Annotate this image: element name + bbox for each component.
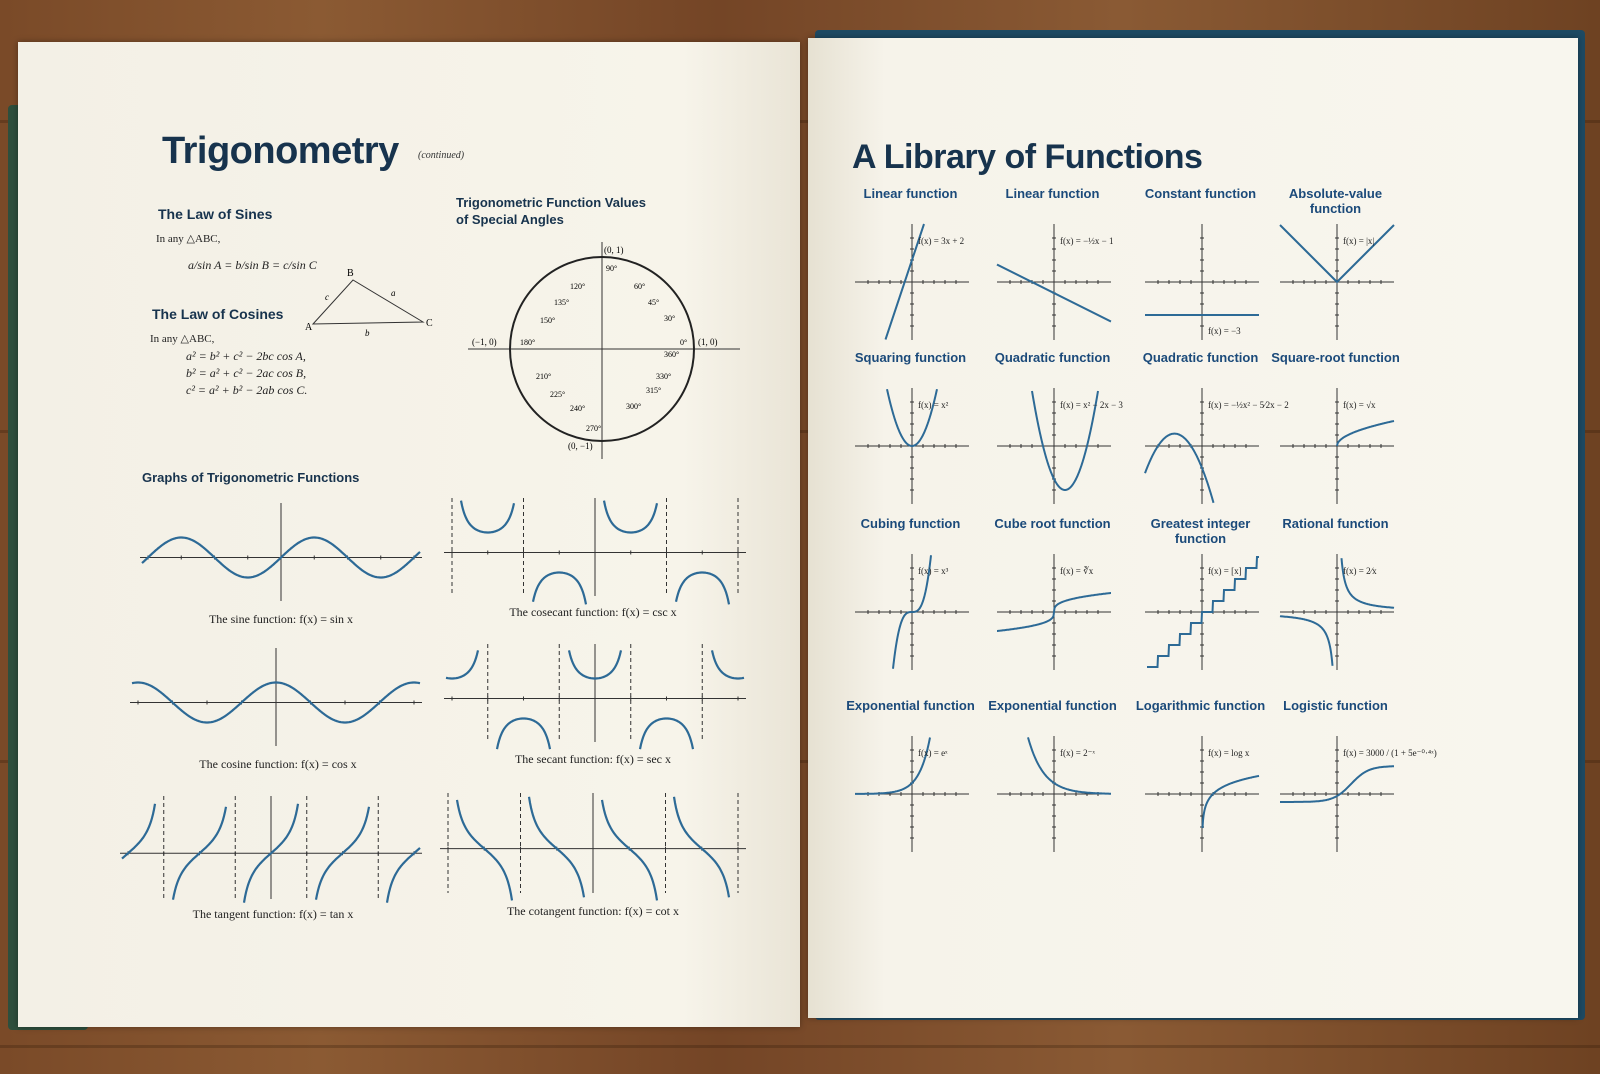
continued-note: (continued) [418, 150, 465, 161]
function-label: f(x) = 3x + 2 [918, 236, 965, 246]
side-a-label: a [391, 288, 396, 298]
cotangent-caption: The cotangent function: f(x) = cot x [506, 904, 680, 918]
tangent-caption: The tangent function: f(x) = tan x [192, 907, 354, 921]
function-graph [1143, 552, 1261, 672]
function-title: Linear function [863, 186, 958, 201]
function-graph [995, 386, 1123, 506]
function-graph [853, 222, 971, 342]
function-title: Cubing function [860, 516, 961, 531]
function-graph [995, 734, 1113, 854]
function-label: f(x) = |x| [1343, 236, 1375, 246]
vertex-a-label: A [305, 322, 313, 333]
law-of-cosines-formulas [186, 348, 307, 399]
cosecant-caption: The cosecant function: f(x) = csc x [509, 605, 677, 619]
deg-225: 225° [550, 390, 566, 399]
function-graph [1278, 386, 1396, 506]
function-title: Linear function [1005, 186, 1100, 201]
function-title: Absolute-value function [1288, 186, 1383, 216]
unit-circle-heading-line: Trigonometric Function Values [456, 195, 646, 210]
deg-60: 60° [634, 282, 646, 291]
function-title: Square-root function [1271, 350, 1400, 365]
function-label: f(x) = [x] [1208, 566, 1242, 576]
function-label: f(x) = x² [918, 400, 949, 410]
vertex-b-label: B [347, 268, 354, 279]
function-graph [1278, 222, 1396, 342]
function-curve [1337, 421, 1394, 446]
deg-120: 120° [570, 282, 586, 291]
function-graph [853, 734, 971, 854]
function-label: f(x) = 3000 / (1 + 5e⁻⁰·⁴ˣ) [1343, 748, 1437, 758]
cosine-graph [126, 642, 426, 752]
law-of-sines-intro: In any △ABC, [156, 233, 221, 245]
right-page [808, 38, 1578, 1018]
deg-240: 240° [570, 404, 586, 413]
function-graph [1143, 734, 1261, 854]
secant-caption: The secant function: f(x) = sec x [514, 752, 672, 766]
function-label: f(x) = −3 [1208, 326, 1241, 336]
cosine-caption: The cosine function: f(x) = cos x [199, 757, 357, 771]
page-title: Trigonometry [162, 130, 399, 172]
deg-360: 360° [664, 350, 680, 359]
function-graph [995, 552, 1113, 672]
triangle-diagram [303, 262, 443, 337]
function-graph [1143, 386, 1289, 506]
unit-circle-heading-line: of Special Angles [456, 212, 564, 227]
function-label: f(x) = −½x − 1 [1060, 236, 1114, 246]
point-bottom: (0, −1) [568, 441, 593, 451]
wood-grain [0, 1045, 1600, 1048]
cosine-law-line: b² = a² + c² − 2ac cos B, [186, 366, 307, 380]
law-of-sines-formula: a/sin A = b/sin B = c/sin C [188, 258, 317, 272]
function-title: Squaring function [854, 350, 967, 365]
function-title: Cube root function [994, 516, 1111, 531]
function-graph [1278, 734, 1437, 854]
deg-45: 45° [648, 298, 660, 307]
function-label: f(x) = log x [1208, 748, 1250, 758]
left-page [18, 42, 800, 1027]
unit-circle-diagram [458, 237, 748, 462]
function-title: Logarithmic function [1135, 698, 1266, 713]
function-label: f(x) = x² − 2x − 3 [1060, 400, 1123, 410]
deg-90: 90° [606, 264, 618, 273]
deg-135: 135° [554, 298, 570, 307]
function-graph [995, 222, 1113, 342]
point-right: (1, 0) [698, 337, 718, 347]
deg-180: 180° [520, 338, 536, 347]
side-c-label: c [325, 292, 329, 302]
function-title: Constant function [1144, 186, 1257, 201]
function-label: f(x) = eˣ [918, 748, 948, 758]
function-title: Quadratic function [994, 350, 1111, 365]
deg-330: 330° [656, 372, 672, 381]
function-title: Exponential function [988, 698, 1117, 713]
function-title: Rational function [1282, 516, 1389, 531]
point-top: (0, 1) [604, 245, 624, 255]
function-label: f(x) = √x [1343, 400, 1376, 410]
function-title: Quadratic function [1142, 350, 1259, 365]
library-title: A Library of Functions [852, 138, 1203, 176]
function-title: Greatest integer function [1150, 516, 1251, 546]
sine-caption: The sine function: f(x) = sin x [208, 612, 354, 626]
graphs-heading: Graphs of Trigonometric Functions [142, 470, 360, 485]
deg-300: 300° [626, 402, 642, 411]
function-title: Logistic function [1283, 698, 1388, 713]
deg-270: 270° [586, 424, 602, 433]
secant-graph [440, 638, 750, 748]
side-b-label: b [365, 328, 370, 338]
function-graph [1143, 222, 1261, 342]
function-label: f(x) = 2⁻ˣ [1060, 748, 1095, 758]
function-graph [853, 552, 971, 672]
function-title: Exponential function [846, 698, 975, 713]
deg-150: 150° [540, 316, 556, 325]
cosine-law-line: c² = a² + b² − 2ab cos C. [186, 383, 308, 397]
unit-circle-heading [456, 194, 646, 228]
function-graph [1278, 552, 1396, 672]
law-of-cosines-heading: The Law of Cosines [152, 306, 284, 322]
sine-graph [136, 497, 426, 607]
function-curve [1203, 776, 1260, 828]
point-left: (−1, 0) [472, 337, 497, 347]
function-curve [855, 738, 930, 794]
function-label: f(x) = ∛x [1060, 566, 1094, 576]
law-of-cosines-intro: In any △ABC, [150, 333, 215, 345]
tangent-graph [116, 790, 426, 905]
function-curve [1028, 737, 1111, 793]
deg-315: 315° [646, 386, 662, 395]
cosine-law-line: a² = b² + c² − 2bc cos A, [186, 349, 306, 363]
deg-0: 0° [680, 338, 688, 347]
cosecant-graph [440, 492, 750, 602]
deg-210: 210° [536, 372, 552, 381]
function-graph [853, 386, 971, 506]
law-of-sines-heading: The Law of Sines [158, 206, 273, 222]
vertex-c-label: C [426, 318, 433, 329]
function-label: f(x) = x³ [918, 566, 949, 576]
cotangent-graph [436, 787, 750, 899]
function-label: f(x) = 2⁄x [1343, 566, 1377, 576]
function-label: f(x) = −½x² − 5⁄2x − 2 [1208, 400, 1289, 410]
deg-30: 30° [664, 314, 676, 323]
